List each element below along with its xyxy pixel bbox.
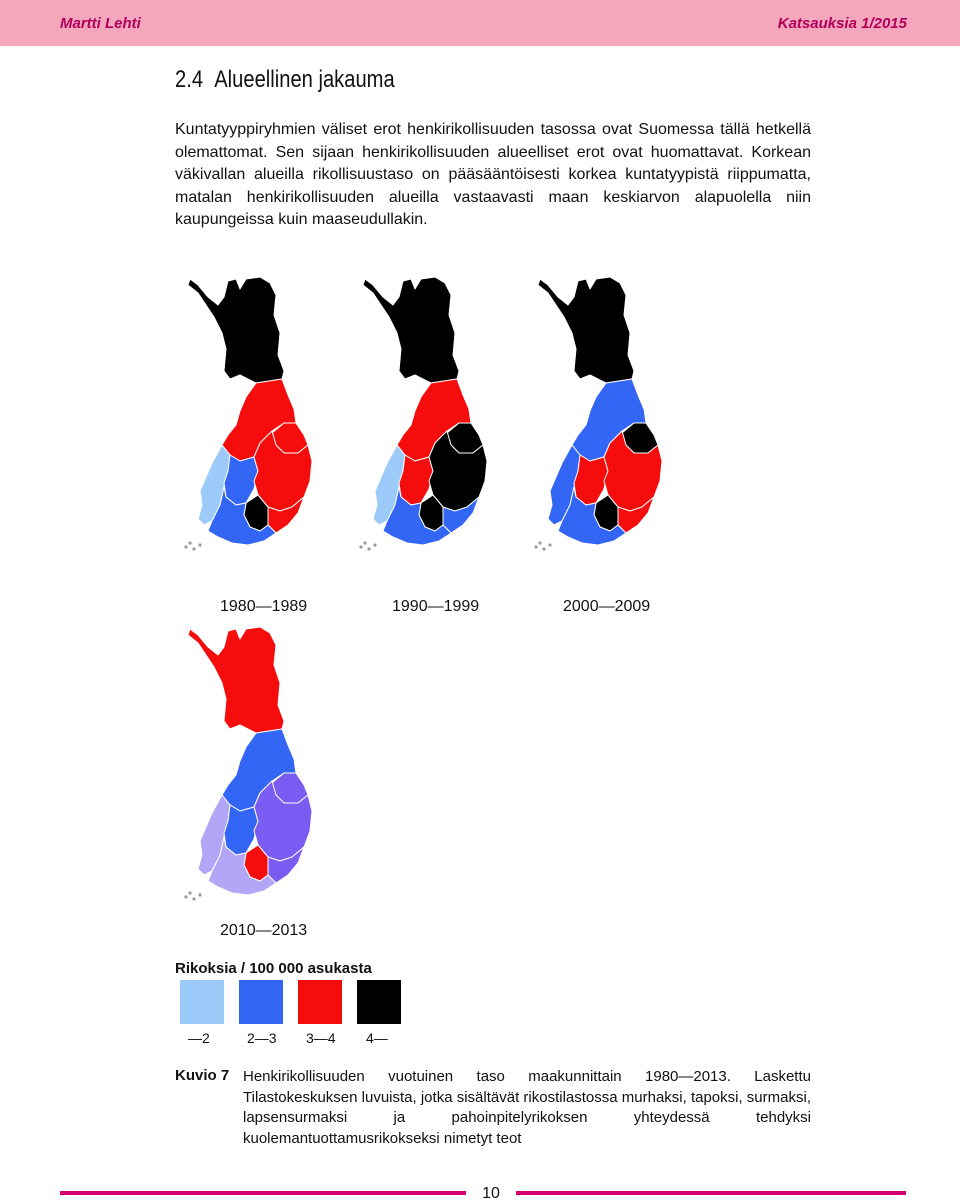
map-label-2010-2013: 2010—2013 xyxy=(220,922,308,939)
footer-rule-left xyxy=(60,1191,466,1195)
map-label-1980-1989: 1980—1989 xyxy=(220,598,308,615)
aland-island xyxy=(534,545,537,548)
aland-island xyxy=(367,547,370,550)
map-1980-1989 xyxy=(180,275,340,565)
page-header xyxy=(0,0,960,46)
map-2000-2009 xyxy=(530,275,690,565)
region-lapland xyxy=(188,277,284,383)
aland-island xyxy=(198,543,201,546)
section-title: 2.4 Alueellinen jakauma xyxy=(175,66,395,93)
page-number: 10 xyxy=(466,1185,516,1203)
region-lapland xyxy=(188,627,284,733)
legend-swatch xyxy=(239,980,283,1024)
aland-island xyxy=(184,545,187,548)
legend-title: Rikoksia / 100 000 asukasta xyxy=(175,960,372,977)
legend-swatch xyxy=(298,980,342,1024)
region-central xyxy=(224,455,258,505)
aland-island xyxy=(359,545,362,548)
map-1990-1999 xyxy=(355,275,515,565)
legend-label: 4— xyxy=(366,1030,388,1046)
legend-label: 2—3 xyxy=(247,1030,277,1046)
aland-island xyxy=(188,891,191,894)
map-label-1990-1999: 1990—1999 xyxy=(392,598,480,615)
aland-island xyxy=(192,897,195,900)
header-series: Katsauksia 1/2015 xyxy=(777,15,907,32)
aland-island xyxy=(184,895,187,898)
aland-island xyxy=(373,543,376,546)
region-lapland xyxy=(538,277,634,383)
header-author: Martti Lehti xyxy=(60,15,141,32)
map-2010-2013 xyxy=(180,625,340,915)
legend-label: —2 xyxy=(188,1030,210,1046)
aland-island xyxy=(192,547,195,550)
aland-island xyxy=(542,547,545,550)
region-central xyxy=(399,455,433,505)
legend-swatch xyxy=(357,980,401,1024)
region-central xyxy=(574,455,608,505)
figure-caption: Henkirikollisuuden vuotuinen taso maakunnittain 1980—2013. Laskettu Tilastokeskuksen luvuista, jotka sisältävät rikostilastossa murhaksi, tapoksi, surmaksi, lapsensurmaksi ja pahoinpitelyrikoksen yhteydessä tehdyksi kuolemantuottamusrikokseksi nimetyt teot xyxy=(243,1068,811,1147)
footer-rule-right xyxy=(516,1191,906,1195)
aland-island xyxy=(548,543,551,546)
legend-label: 3—4 xyxy=(306,1030,336,1046)
aland-island xyxy=(188,541,191,544)
aland-island xyxy=(363,541,366,544)
region-central xyxy=(224,805,258,855)
aland-island xyxy=(538,541,541,544)
region-lapland xyxy=(363,277,459,383)
legend-swatch xyxy=(180,980,224,1024)
map-label-2000-2009: 2000—2009 xyxy=(563,598,651,615)
aland-island xyxy=(198,893,201,896)
figure-label: Kuvio 7 xyxy=(175,1067,230,1084)
body-paragraph: Kuntatyyppiryhmien väliset erot henkirikollisuuden tasossa ovat Suomessa tällä hetkellä olemattomat. Sen sijaan henkirikollisuuden alueelliset erot ovat huomattavat. Korkean väkivallan alueilla rikollisuustaso on pääsääntöisesti korkea kuntatyypistä riippumatta, matalan henkirikollisuuden alueilla vastaavasti maan keskiarvon alapuolella niin kaupungeissa kuin maaseudullakin. xyxy=(175,121,811,229)
